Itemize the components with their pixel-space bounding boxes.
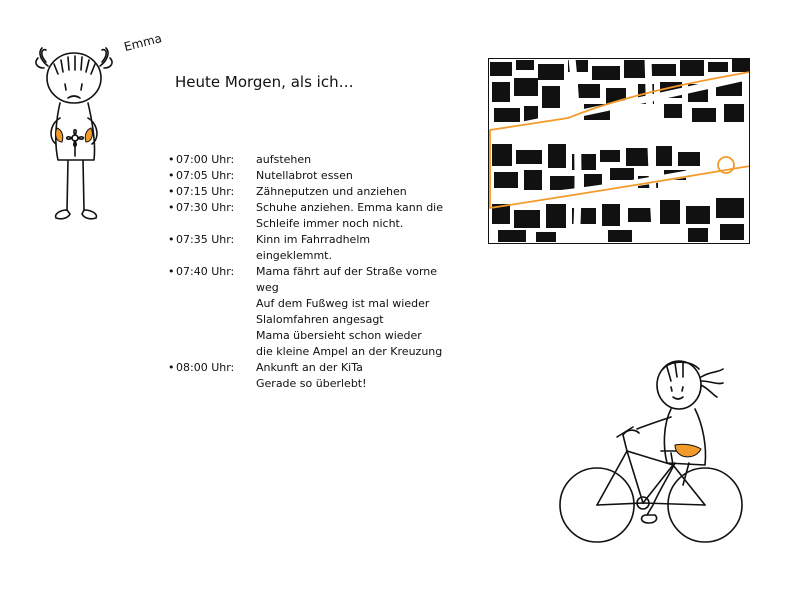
character-name-label: Emma [122,31,164,54]
schedule-text-continued: Auf dem Fußweg ist mal wieder [256,297,430,310]
schedule-text-continued: Gerade so überlebt! [256,377,367,390]
schedule-text-continued: die kleine Ampel an der Kreuzung [256,345,443,358]
schedule-list [168,152,468,392]
schedule-time: 07:00 Uhr: [176,153,235,166]
schedule-time: 07:40 Uhr: [176,265,235,278]
schedule-time: 07:35 Uhr: [176,233,235,246]
schedule-text-continued: Slalomfahren angesagt [256,313,384,326]
schedule-item [168,168,468,184]
city-map-icon [488,58,750,244]
schedule-text: Nutellabrot essen [256,169,353,182]
girl-with-flower-icon [30,38,120,223]
schedule-text-continued: eingeklemmt. [256,249,332,262]
girl-on-bicycle-icon [555,355,750,550]
schedule-time: 07:30 Uhr: [176,201,235,214]
schedule-text: Mama fährt auf der Straße vorne [256,265,438,278]
schedule-time: 08:00 Uhr: [176,361,235,374]
schedule-item [168,152,468,168]
schedule-time: 07:05 Uhr: [176,169,235,182]
schedule-text-continued: Schleife immer noch nicht. [256,217,404,230]
schedule-item [168,184,468,200]
schedule-item [168,200,468,232]
schedule-item [168,360,468,392]
schedule-text: Kinn im Fahrradhelm [256,233,371,246]
schedule-item [168,232,468,264]
schedule-time: 07:15 Uhr: [176,185,235,198]
schedule-text: Zähneputzen und anziehen [256,185,407,198]
schedule-text: Ankunft an der KiTa [256,361,363,374]
schedule-text: Schuhe anziehen. Emma kann die [256,201,444,214]
schedule-text-continued: Mama übersieht schon wieder [256,329,422,342]
schedule-text-continued: weg [256,281,279,294]
schedule-item [168,264,468,360]
schedule-text: aufstehen [256,153,312,166]
page-title: Heute Morgen, als ich… [175,73,354,91]
